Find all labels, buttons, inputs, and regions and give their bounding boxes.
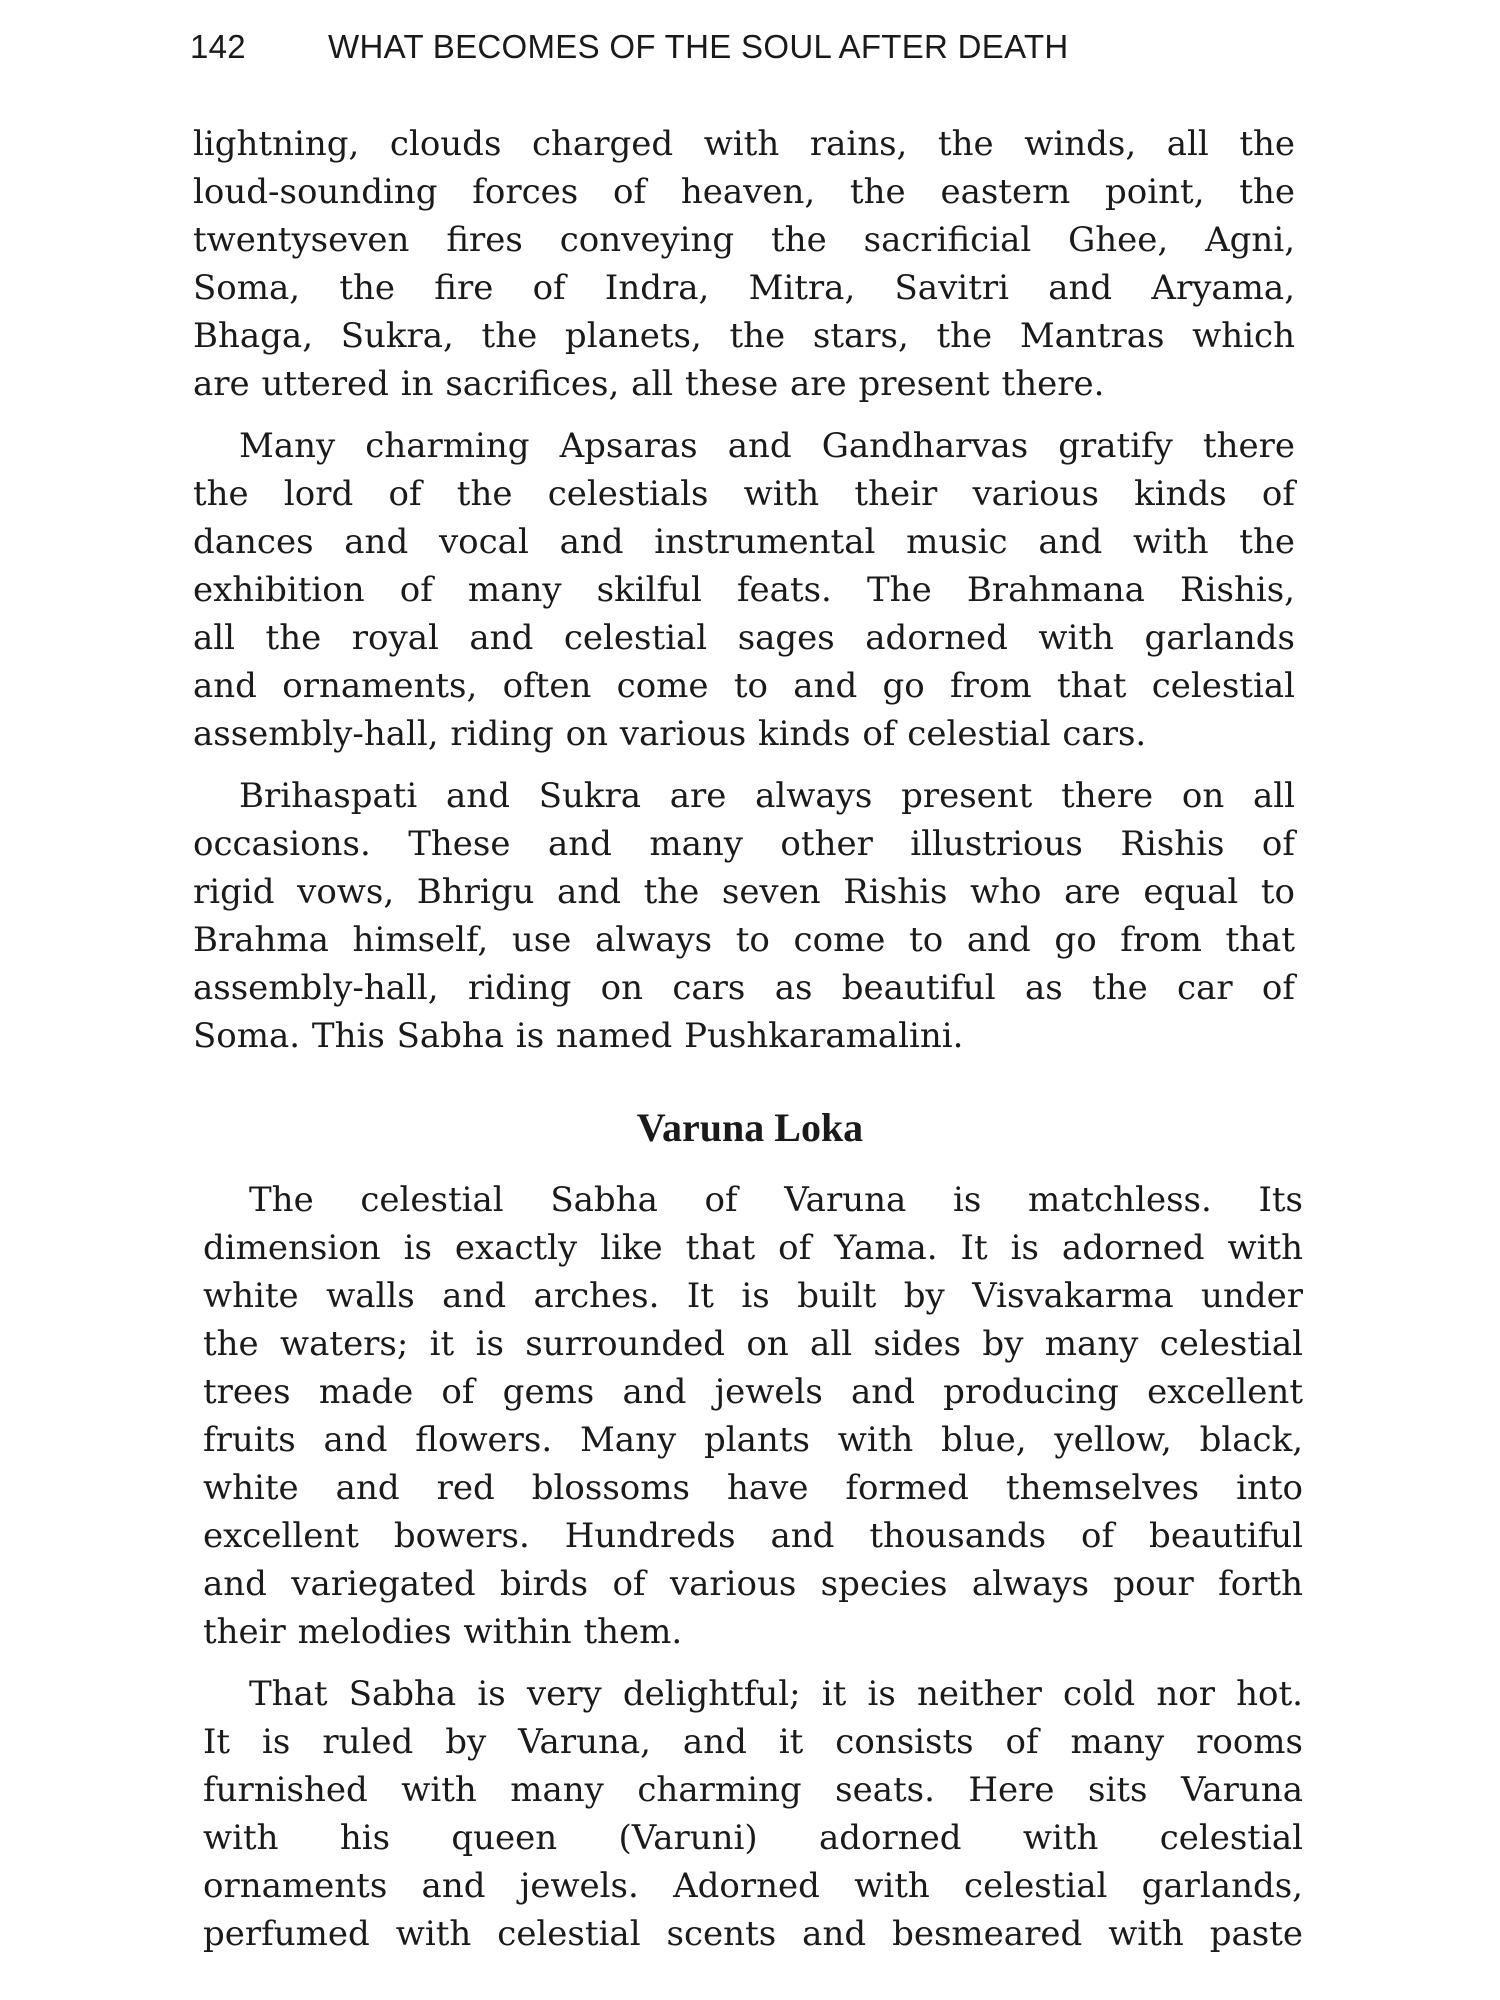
text-line: fruits and flowers. Many plants with blue, yellow, black,	[203, 1420, 1303, 1460]
text-line: Many charming Apsaras and Gandharvas gratify there	[239, 426, 1295, 466]
text-line: with his queen (Varuni) adorned with celestial	[203, 1818, 1303, 1858]
paragraph-3	[193, 772, 1295, 1060]
text-line: and variegated birds of various species always pour forth	[203, 1564, 1303, 1604]
running-title: WHAT BECOMES OF THE SOUL AFTER DEATH	[328, 28, 1069, 65]
page-number: 142	[190, 28, 246, 65]
text-line: assembly-hall, riding on various kinds of celestial cars.	[193, 714, 1147, 754]
text-line: The celestial Sabha of Varuna is matchless. Its	[249, 1180, 1303, 1220]
text-line: dimension is exactly like that of Yama. It is adorned with	[203, 1228, 1303, 1268]
text-line: rigid vows, Bhrigu and the seven Rishis who are equal to	[193, 872, 1295, 912]
text-line: It is ruled by Varuna, and it consists of many rooms	[203, 1722, 1303, 1762]
text-line: white and red blossoms have formed themselves into	[203, 1468, 1303, 1508]
text-line: exhibition of many skilful feats. The Brahmana Rishis,	[193, 570, 1295, 610]
text-line: excellent bowers. Hundreds and thousands of beautiful	[203, 1516, 1303, 1556]
text-line: and ornaments, often come to and go from that celestial	[193, 666, 1295, 706]
text-line: the waters; it is surrounded on all sides by many celestial	[203, 1324, 1303, 1364]
text-line: loud-sounding forces of heaven, the eastern point, the	[193, 172, 1295, 212]
section-heading: Varuna Loka	[636, 1105, 864, 1150]
paragraph-5	[203, 1670, 1303, 1958]
paragraph-4	[203, 1176, 1303, 1656]
text-line: perfumed with celestial scents and besmeared with paste	[203, 1914, 1303, 1954]
text-line: are uttered in sacrifices, all these are present there.	[193, 364, 1105, 404]
text-line: Brahma himself, use always to come to and go from that	[193, 920, 1295, 960]
running-header	[190, 28, 1069, 66]
paragraph-2	[193, 422, 1295, 758]
body-text-lower	[203, 1176, 1303, 1958]
text-line: twentyseven fires conveying the sacrificial Ghee, Agni,	[193, 220, 1295, 260]
text-line: furnished with many charming seats. Here sits Varuna	[203, 1770, 1303, 1810]
text-line: Soma. This Sabha is named Pushkaramalini.	[193, 1016, 964, 1056]
text-line: ornaments and jewels. Adorned with celestial garlands,	[203, 1866, 1303, 1906]
text-line: white walls and arches. It is built by Visvakarma under	[203, 1276, 1303, 1316]
text-line: That Sabha is very delightful; it is neither cold nor hot.	[249, 1674, 1303, 1714]
text-line: Brihaspati and Sukra are always present there on all	[239, 776, 1295, 816]
text-line: trees made of gems and jewels and producing excellent	[203, 1372, 1303, 1412]
text-line: lightning, clouds charged with rains, the winds, all the	[193, 124, 1295, 164]
text-line: all the royal and celestial sages adorned with garlands	[193, 618, 1295, 658]
text-line: assembly-hall, riding on cars as beautiful as the car of	[193, 968, 1295, 1008]
body-text-upper	[193, 120, 1295, 1060]
text-line: their melodies within them.	[203, 1612, 683, 1652]
text-line: dances and vocal and instrumental music and with the	[193, 522, 1295, 562]
text-line: occasions. These and many other illustrious Rishis of	[193, 824, 1295, 864]
paragraph-1	[193, 120, 1295, 408]
text-line: Bhaga, Sukra, the planets, the stars, the Mantras which	[193, 316, 1295, 356]
text-line: Soma, the fire of Indra, Mitra, Savitri and Aryama,	[193, 268, 1295, 308]
text-line: the lord of the celestials with their various kinds of	[193, 474, 1295, 514]
